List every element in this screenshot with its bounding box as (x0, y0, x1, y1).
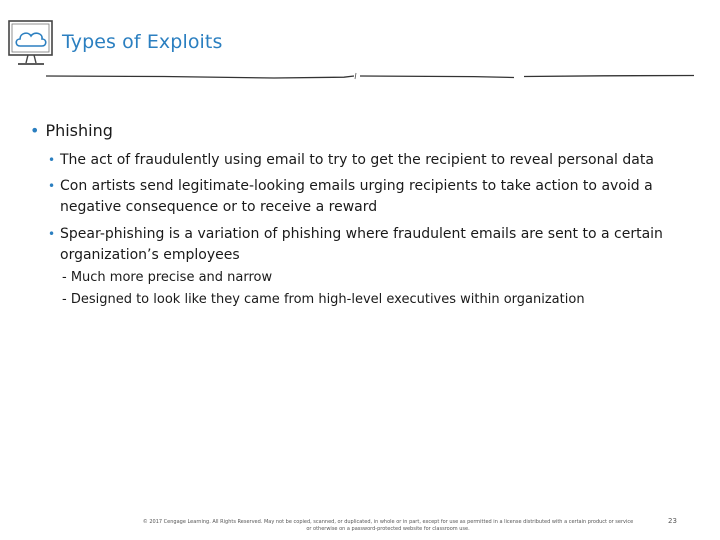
copyright-line: © 2017 Cengage Learning. All Rights Reserved. May not be copied, scanned, or duplicated, in whole or in part, except for use as permitted in a license distributed with a certain product or service (142, 519, 634, 525)
sub-bullet: - Designed to look like they came from high-level executives within organization (62, 292, 585, 307)
bullet-level2 (48, 176, 698, 218)
bullet-level2 (48, 150, 698, 171)
bullet-heading: Phishing (45, 121, 113, 140)
sub-bullet: - Much more precise and narrow (62, 270, 273, 285)
title-underline (44, 70, 696, 82)
bullet-text: Spear-phishing is a variation of phishing where fraudulent emails are sent to a certain organization’s employees (60, 226, 663, 263)
slide-title: Types of Exploits (62, 31, 223, 53)
bullet-dot-icon: • (30, 121, 40, 140)
copyright-footer (118, 519, 658, 533)
bullet-dot-icon: • (48, 153, 56, 167)
bullet-level1 (30, 121, 113, 140)
bullet-dot-icon: • (48, 179, 56, 193)
copyright-line: or otherwise on a password-protected website for classroom use. (306, 526, 470, 532)
cloud-monitor-icon (6, 18, 56, 70)
bullet-text: The act of fraudulently using email to try to get the recipient to reveal personal data (60, 152, 654, 168)
bullet-level2 (48, 224, 698, 266)
bullet-text: Con artists send legitimate-looking emails urging recipients to take action to avoid a negative consequence or to receive a reward (60, 178, 653, 215)
bullet-dot-icon: • (48, 227, 56, 241)
page-number: 23 (668, 517, 677, 525)
